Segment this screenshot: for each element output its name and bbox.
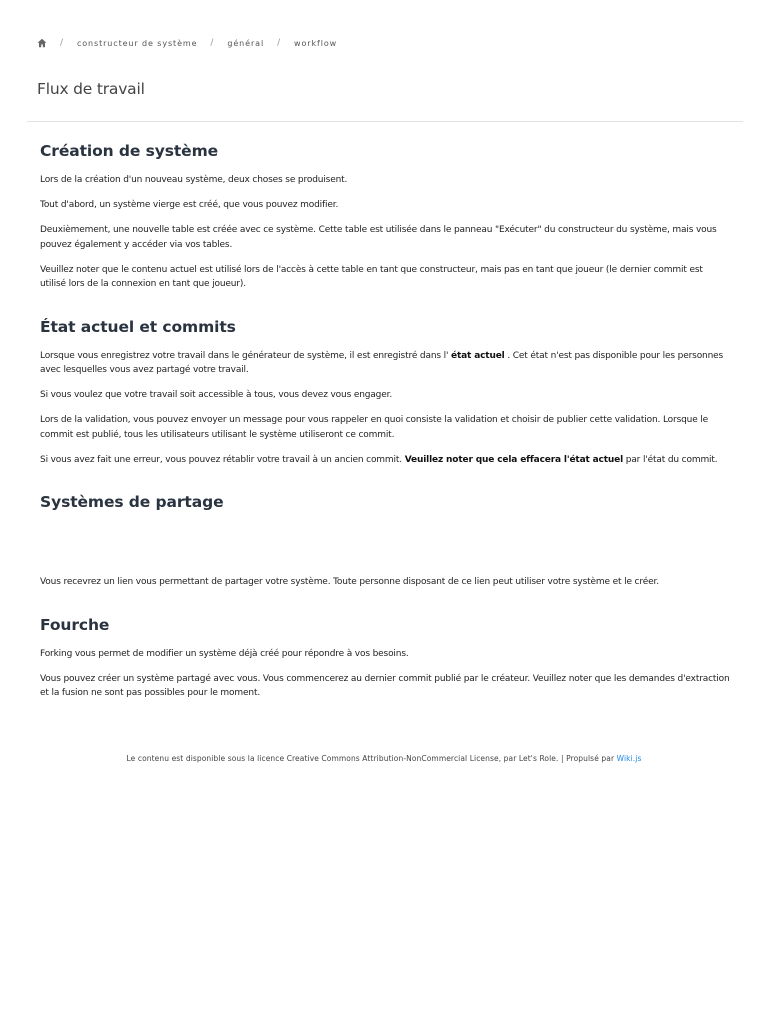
title-divider bbox=[27, 121, 743, 122]
paragraph: Lorsque vous enregistrez votre travail dans le générateur de système, il est enregistré dans l' état actuel . Cet état n'est pas disponible pour les personnes avec lesquelles vous avez partagé votre travail. bbox=[40, 350, 724, 375]
paragraph: Si vous avez fait une erreur, vous pouvez rétablir votre travail à un ancien commit. Veuillez noter que cela effacera l'état actuel par l'état du commit. bbox=[40, 454, 718, 465]
section-heading: Création de système bbox=[40, 142, 219, 160]
paragraph: Si vous voulez que votre travail soit accessible à tous, vous devez vous engager. bbox=[40, 390, 393, 400]
section-etat-actuel bbox=[40, 317, 730, 468]
section-systemes-partage bbox=[40, 492, 730, 590]
emphasis: état actuel bbox=[451, 350, 505, 361]
paragraph: Tout d'abord, un système vierge est créé, que vous pouvez modifier. bbox=[40, 200, 339, 210]
paragraph: Deuxièmement, une nouvelle table est créée avec ce système. Cette table est utilisée dans le panneau "Exécuter" du constructeur du système, mais vous pouvez également y accéder via vos tables. bbox=[40, 225, 717, 250]
breadcrumb bbox=[37, 36, 337, 50]
paragraph: Lors de la création d'un nouveau système, deux choses se produisent. bbox=[40, 175, 348, 185]
section-heading: Systèmes de partage bbox=[40, 493, 224, 511]
wikijs-link[interactable]: Wiki.js bbox=[616, 754, 642, 763]
paragraph: Forking vous permet de modifier un système déjà créé pour répondre à vos besoins. bbox=[40, 648, 409, 659]
breadcrumb-item-constructeur[interactable]: constructeur de système bbox=[76, 38, 198, 48]
breadcrumb-item-workflow[interactable]: workflow bbox=[294, 38, 338, 48]
breadcrumb-separator: / bbox=[60, 38, 64, 48]
section-fourche bbox=[40, 615, 730, 701]
paragraph: Veuillez noter que le contenu actuel est utilisé lors de l'accès à cette table en tant que constructeur, mais pas en tant que joueur (le dernier commit est utilisé lors de la connexion en tant que joueur). bbox=[40, 264, 703, 289]
footer-license-text: Le contenu est disponible sous la licence Creative Commons Attribution-NonCommercial License, par Let's Role. | Propulsé par bbox=[126, 754, 617, 763]
home-icon[interactable] bbox=[37, 38, 47, 48]
section-heading: État actuel et commits bbox=[40, 317, 236, 336]
paragraph: Vous recevrez un lien vous permettant de partager votre système. Toute personne disposant de ce lien peut utiliser votre système et le créer. bbox=[40, 577, 659, 587]
breadcrumb-separator: / bbox=[277, 38, 282, 48]
section-creation-systeme bbox=[40, 141, 730, 292]
breadcrumb-item-general[interactable]: général bbox=[227, 38, 265, 48]
paragraph: Vous pouvez créer un système partagé avec vous. Vous commencerez au dernier commit publié par le créateur. Veuillez noter que les demandes d'extraction et la fusion ne sont pas possibles pour le moment. bbox=[40, 673, 730, 698]
footer bbox=[0, 754, 768, 763]
section-heading: Fourche bbox=[40, 615, 110, 634]
page-content bbox=[40, 141, 730, 726]
page-title: Flux de travail bbox=[37, 80, 145, 98]
paragraph: Lors de la validation, vous pouvez envoyer un message pour vous rappeler en quoi consiste la validation et choisir de publier cette validation. Lorsque le commit est publié, tous les utilisateurs utilisant le système utiliseront ce commit. bbox=[40, 415, 709, 440]
breadcrumb-separator: / bbox=[210, 38, 215, 48]
emphasis: Veuillez noter que cela effacera l'état actuel bbox=[404, 454, 624, 465]
